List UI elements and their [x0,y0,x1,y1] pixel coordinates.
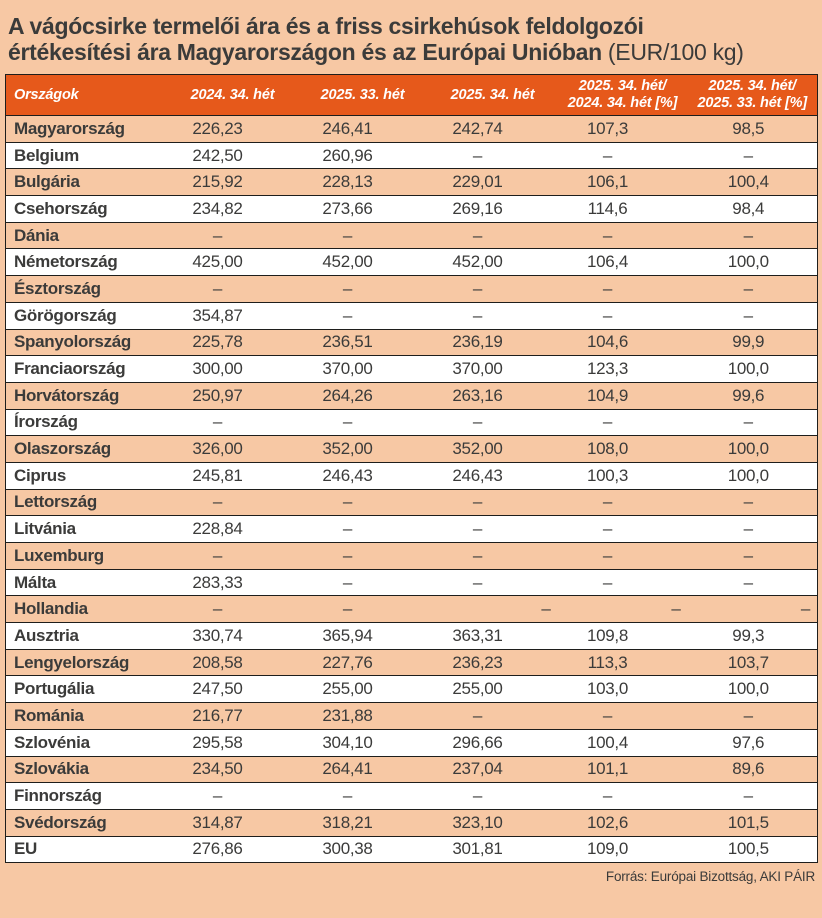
value-cell: 114,6 [558,196,688,223]
value-cell: 99,6 [688,382,818,409]
value-cell: – [558,276,688,303]
value-cell: 104,9 [558,382,688,409]
value-cell: – [688,543,818,570]
value-cell: 245,81 [168,462,298,489]
col-header-yoy-pct: 2025. 34. hét/ 2024. 34. hét [%] [558,75,688,116]
value-cell: 109,0 [558,836,688,863]
value-cell: 363,31 [428,623,558,650]
table-row [6,516,818,543]
value-cell: 100,4 [558,729,688,756]
value-cell: 452,00 [428,249,558,276]
value-cell: – [298,783,428,810]
col-header-2024-34: 2024. 34. hét [168,75,298,116]
value-cell: 300,00 [168,356,298,383]
table-row [6,489,818,516]
value-cell: – [298,596,428,623]
value-cell: 100,0 [688,249,818,276]
country-cell: Luxemburg [6,543,168,570]
country-cell: Németország [6,249,168,276]
value-cell: 250,97 [168,382,298,409]
value-cell: 237,04 [428,756,558,783]
value-cell: 264,41 [298,756,428,783]
value-cell: 247,50 [168,676,298,703]
table-row [6,569,818,596]
value-cell: 226,23 [168,116,298,143]
country-cell: Lengyelország [6,649,168,676]
value-cell: – [168,409,298,436]
country-cell: Hollandia [6,596,168,623]
value-cell: – [558,569,688,596]
country-cell: Litvánia [6,516,168,543]
value-cell: – [688,302,818,329]
value-cell: 236,51 [298,329,428,356]
value-cell: 276,86 [168,836,298,863]
table-row [6,329,818,356]
value-cell: 236,19 [428,329,558,356]
table-row [6,676,818,703]
table-row [6,729,818,756]
value-cell: 100,0 [688,356,818,383]
value-cell: 229,01 [428,169,558,196]
value-cell: – [428,783,558,810]
value-cell: – [558,302,688,329]
value-cell: 101,1 [558,756,688,783]
table-row [6,543,818,570]
col-header-2025-34: 2025. 34. hét [428,75,558,116]
table-row [6,649,818,676]
table-row [6,356,818,383]
value-cell: 242,50 [168,142,298,169]
table-row [6,409,818,436]
value-cell: – [298,516,428,543]
value-cell: 216,77 [168,703,298,730]
country-cell: Finnország [6,783,168,810]
country-cell: Svédország [6,809,168,836]
value-cell: – [428,543,558,570]
value-cell: 304,10 [298,729,428,756]
country-cell: Ciprus [6,462,168,489]
value-cell: – [688,783,818,810]
table-header [6,75,818,116]
value-cell: 273,66 [298,196,428,223]
value-cell: 98,5 [688,116,818,143]
country-cell: Dánia [6,222,168,249]
value-cell: 106,4 [558,249,688,276]
value-cell: – [688,409,818,436]
value-cell: 225,78 [168,329,298,356]
table-row [6,382,818,409]
country-cell: Spanyolország [6,329,168,356]
value-cell: 97,6 [688,729,818,756]
value-cell: 123,3 [558,356,688,383]
value-cell: 100,0 [688,676,818,703]
value-cell: – [168,489,298,516]
table-row [6,703,818,730]
value-cell: – [558,783,688,810]
value-cell: 100,0 [688,462,818,489]
country-cell: Olaszország [6,436,168,463]
value-cell: – [298,222,428,249]
country-cell: Portugália [6,676,168,703]
value-cell: 370,00 [428,356,558,383]
col-header-wow-pct: 2025. 34. hét/ 2025. 33. hét [%] [688,75,818,116]
value-cell: 234,50 [168,756,298,783]
value-cell: 283,33 [168,569,298,596]
value-cell: 326,00 [168,436,298,463]
value-cell: – [428,222,558,249]
value-cell: 264,26 [298,382,428,409]
value-cell: 231,88 [298,703,428,730]
table-row [6,809,818,836]
value-cell: 103,0 [558,676,688,703]
value-cell: 108,0 [558,436,688,463]
header-row [6,75,818,116]
value-cell: 314,87 [168,809,298,836]
value-cell: 236,23 [428,649,558,676]
value-cell: – [298,569,428,596]
table-row [6,783,818,810]
country-cell: Csehország [6,196,168,223]
value-cell: – [428,142,558,169]
value-cell: 365,94 [298,623,428,650]
table-row [6,249,818,276]
value-cell: 246,43 [428,462,558,489]
value-cell: 113,3 [558,649,688,676]
value-cell: – [428,302,558,329]
value-cell: 263,16 [428,382,558,409]
table-row [6,222,818,249]
value-cell: 354,87 [168,302,298,329]
country-cell: Magyarország [6,116,168,143]
country-cell: EU [6,836,168,863]
value-cell: – [688,222,818,249]
value-cell: – [558,142,688,169]
country-cell: Szlovénia [6,729,168,756]
value-cell: 352,00 [428,436,558,463]
title-line2-bold: értékesítési ára Magyarországon és az Európai Unióban [8,39,602,65]
value-cell: 370,00 [298,356,428,383]
country-cell: Belgium [6,142,168,169]
value-cell: 98,4 [688,196,818,223]
value-cell: 330,74 [168,623,298,650]
value-cell: 301,81 [428,836,558,863]
value-cell: 208,58 [168,649,298,676]
table-row [6,623,818,650]
table-row [6,276,818,303]
country-cell: Észtország [6,276,168,303]
value-cell: 452,00 [298,249,428,276]
value-cell: – [168,783,298,810]
title-line2 [8,39,816,65]
value-cell: 295,58 [168,729,298,756]
country-cell: Horvátország [6,382,168,409]
value-cell: 228,84 [168,516,298,543]
country-cell: Írország [6,409,168,436]
value-cell: – [688,703,818,730]
value-cell: – [298,276,428,303]
value-cell: – [558,543,688,570]
value-cell: 255,00 [298,676,428,703]
table-row [6,196,818,223]
value-cell: – [688,569,818,596]
table-row [6,596,818,623]
value-cell: 246,43 [298,462,428,489]
value-cell: 215,92 [168,169,298,196]
value-cell: 246,41 [298,116,428,143]
price-table [5,74,818,863]
table-row [6,142,818,169]
value-cell: – [298,489,428,516]
value-cell: – [558,516,688,543]
title-line1: A vágócsirke termelői ára és a friss csirkehúsok feldolgozói [8,13,644,39]
value-cell: – [428,516,558,543]
table-body [6,116,818,863]
value-cell: 260,96 [298,142,428,169]
title-unit: (EUR/100 kg) [601,39,744,65]
value-cell: 109,8 [558,623,688,650]
value-cell: – [428,596,558,623]
value-cell: – [558,222,688,249]
page-title [8,13,816,65]
value-cell: – [298,302,428,329]
value-cell: – [558,489,688,516]
value-cell: 300,38 [298,836,428,863]
table-row [6,836,818,863]
table-row [6,756,818,783]
value-cell: – [168,543,298,570]
value-cell: 101,5 [688,809,818,836]
value-cell: 100,0 [688,436,818,463]
value-cell: – [558,596,688,623]
value-cell: 352,00 [298,436,428,463]
source-note: Forrás: Európai Bizottság, AKI PÁIR [605,869,815,885]
value-cell: – [428,569,558,596]
col-header-countries: Országok [6,75,168,116]
value-cell: 100,3 [558,462,688,489]
country-cell: Görögország [6,302,168,329]
value-cell: 318,21 [298,809,428,836]
table-row [6,436,818,463]
value-cell: 227,76 [298,649,428,676]
value-cell: 242,74 [428,116,558,143]
value-cell: – [558,409,688,436]
value-cell: 106,1 [558,169,688,196]
value-cell: – [688,489,818,516]
country-cell: Bulgária [6,169,168,196]
table-row [6,462,818,489]
value-cell: 269,16 [428,196,558,223]
table-row [6,116,818,143]
country-cell: Románia [6,703,168,730]
value-cell: 296,66 [428,729,558,756]
value-cell: 102,6 [558,809,688,836]
value-cell: – [428,703,558,730]
value-cell: – [428,276,558,303]
value-cell: 103,7 [688,649,818,676]
col-header-2025-33: 2025. 33. hét [298,75,428,116]
value-cell: – [298,409,428,436]
country-cell: Szlovákia [6,756,168,783]
value-cell: – [558,703,688,730]
value-cell: 107,3 [558,116,688,143]
value-cell: 323,10 [428,809,558,836]
value-cell: – [428,489,558,516]
value-cell: 234,82 [168,196,298,223]
value-cell: – [688,516,818,543]
value-cell: 99,9 [688,329,818,356]
value-cell: – [168,596,298,623]
value-cell: 99,3 [688,623,818,650]
value-cell: – [688,142,818,169]
value-cell: 255,00 [428,676,558,703]
value-cell: – [688,596,818,623]
table-row [6,169,818,196]
value-cell: – [688,276,818,303]
value-cell: 104,6 [558,329,688,356]
value-cell: 89,6 [688,756,818,783]
value-cell: – [298,543,428,570]
value-cell: 100,5 [688,836,818,863]
value-cell: 228,13 [298,169,428,196]
country-cell: Málta [6,569,168,596]
value-cell: – [428,409,558,436]
country-cell: Ausztria [6,623,168,650]
value-cell: – [168,276,298,303]
country-cell: Lettország [6,489,168,516]
country-cell: Franciaország [6,356,168,383]
value-cell: 425,00 [168,249,298,276]
table-row [6,302,818,329]
value-cell: 100,4 [688,169,818,196]
value-cell: – [168,222,298,249]
